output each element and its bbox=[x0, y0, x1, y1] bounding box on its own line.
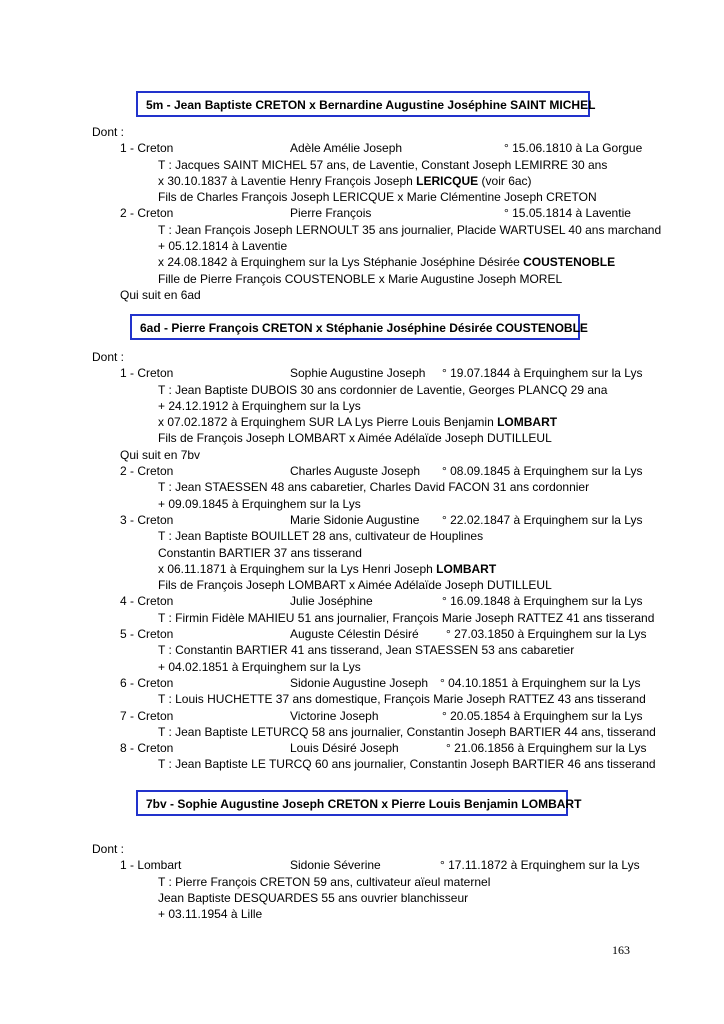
child-number: 8 - Creton bbox=[120, 741, 174, 756]
detail-part: Fils de François Joseph LOMBART x Aimée Adélaïde Joseph DUTILLEUL bbox=[158, 431, 552, 446]
detail-part: T : Jean STAESSEN 48 ans cabaretier, Charles David FACON 31 ans cordonnier bbox=[158, 480, 590, 495]
spouse-surname: COUSTENOBLE bbox=[523, 255, 616, 270]
detail-line bbox=[0, 545, 724, 561]
spouse-surname: LERICQUE bbox=[416, 173, 479, 188]
section-header-6ad: 6ad - Pierre François CRETON x Stéphanie Joséphine Désirée COUSTENOBLE bbox=[130, 314, 580, 340]
detail-text bbox=[158, 479, 589, 495]
detail-line bbox=[0, 642, 724, 658]
detail-part: + 24.12.1912 à Erquinghem sur la Lys bbox=[158, 398, 361, 413]
detail-line bbox=[0, 382, 724, 398]
detail-part: + 03.11.1954 à Lille bbox=[158, 907, 263, 922]
detail-part: T : Jean Baptiste BOUILLET 28 ans, cultivateur de Houplines bbox=[158, 529, 484, 544]
child-entry bbox=[0, 708, 724, 724]
child-number: 1 - Creton bbox=[120, 141, 174, 156]
child-number: 6 - Creton bbox=[120, 675, 174, 690]
child-entry bbox=[0, 205, 724, 221]
detail-text bbox=[158, 430, 552, 446]
section-body-5m bbox=[0, 124, 724, 303]
detail-part: T : Firmin Fidèle MAHIEU 51 ans journalier, François Marie Joseph RATTEZ 41 ans tisserand bbox=[158, 610, 655, 625]
dont-line bbox=[0, 349, 724, 365]
child-number: 1 - Creton bbox=[120, 366, 174, 381]
child-number: 1 - Lombart bbox=[120, 858, 182, 873]
spouse-surname: LOMBART bbox=[497, 415, 558, 430]
child-birth: ° 21.06.1856 à Erquinghem sur la Lys bbox=[446, 741, 647, 756]
dont-line bbox=[0, 841, 724, 857]
detail-part: T : Jacques SAINT MICHEL 57 ans, de Laventie, Constant Joseph LEMIRRE 30 ans bbox=[158, 157, 608, 172]
child-birth: ° 04.10.1851 à Erquinghem sur la Lys bbox=[440, 675, 641, 690]
detail-line bbox=[0, 691, 724, 707]
child-number: 3 - Creton bbox=[120, 512, 174, 527]
spouse-surname: LOMBART bbox=[436, 561, 497, 576]
detail-line bbox=[0, 528, 724, 544]
child-entry bbox=[0, 593, 724, 609]
detail-part: + 05.12.1814 à Laventie bbox=[158, 239, 288, 254]
detail-part: + 04.02.1851 à Erquinghem sur la Lys bbox=[158, 659, 361, 674]
detail-part: Fils de Charles François Joseph LERICQUE x Marie Clémentine Joseph CRETON bbox=[158, 190, 597, 205]
detail-line bbox=[0, 610, 724, 626]
child-birth: ° 20.05.1854 à Erquinghem sur la Lys bbox=[442, 708, 643, 723]
follow-note: Qui suit en 6ad bbox=[120, 287, 201, 302]
detail-text bbox=[158, 659, 361, 675]
detail-part: T : Jean Baptiste LE TURCQ 60 ans journalier, Constantin Joseph BARTIER 46 ans tisserand bbox=[158, 757, 656, 772]
section-body-7bv bbox=[0, 841, 724, 922]
detail-text bbox=[158, 528, 483, 544]
detail-line bbox=[0, 414, 724, 430]
detail-text bbox=[158, 545, 362, 561]
detail-line bbox=[0, 561, 724, 577]
detail-line bbox=[0, 496, 724, 512]
detail-part: Fils de François Joseph LOMBART x Aimée Adélaïde Joseph DUTILLEUL bbox=[158, 578, 552, 593]
detail-text bbox=[158, 724, 656, 740]
detail-line bbox=[0, 173, 724, 189]
detail-text bbox=[158, 906, 262, 922]
child-entry bbox=[0, 740, 724, 756]
follow-line bbox=[0, 287, 724, 303]
detail-part: + 09.09.1845 à Erquinghem sur la Lys bbox=[158, 496, 361, 511]
detail-line bbox=[0, 398, 724, 414]
detail-text bbox=[158, 157, 607, 173]
detail-part: T : Constantin BARTIER 41 ans tisserand, Jean STAESSEN 53 ans cabaretier bbox=[158, 643, 575, 658]
detail-text bbox=[158, 577, 552, 593]
child-birth: ° 17.11.1872 à Erquinghem sur la Lys bbox=[440, 858, 640, 873]
detail-line bbox=[0, 157, 724, 173]
detail-text bbox=[158, 642, 574, 658]
detail-text bbox=[158, 610, 654, 626]
detail-part: Constantin BARTIER 37 ans tisserand bbox=[158, 545, 362, 560]
detail-part: (voir 6ac) bbox=[478, 173, 532, 188]
detail-text bbox=[158, 254, 615, 270]
child-birth: ° 15.06.1810 à La Gorgue bbox=[504, 141, 643, 156]
child-birth: ° 16.09.1848 à Erquinghem sur la Lys bbox=[442, 594, 643, 609]
detail-part: x 24.08.1842 à Erquinghem sur la Lys Stéphanie Joséphine Désirée bbox=[158, 255, 524, 270]
detail-part: T : Pierre François CRETON 59 ans, cultivateur aïeul maternel bbox=[158, 874, 491, 889]
detail-line bbox=[0, 238, 724, 254]
child-given-names: Marie Sidonie Augustine bbox=[290, 512, 420, 527]
detail-part: x 07.02.1872 à Erquinghem SUR LA Lys Pierre Louis Benjamin bbox=[158, 415, 498, 430]
detail-line bbox=[0, 479, 724, 495]
child-entry bbox=[0, 626, 724, 642]
detail-line bbox=[0, 906, 724, 922]
child-birth: ° 15.05.1814 à Laventie bbox=[504, 206, 631, 221]
detail-part: T : Jean Baptiste DUBOIS 30 ans cordonnier de Laventie, Georges PLANCQ 29 ana bbox=[158, 382, 608, 397]
detail-line bbox=[0, 890, 724, 906]
follow-line bbox=[0, 447, 724, 463]
dont-label: Dont : bbox=[92, 350, 125, 364]
section-header-7bv: 7bv - Sophie Augustine Joseph CRETON x Pierre Louis Benjamin LOMBART bbox=[136, 790, 568, 816]
detail-line bbox=[0, 659, 724, 675]
detail-text bbox=[158, 382, 607, 398]
detail-text bbox=[158, 874, 490, 890]
child-entry bbox=[0, 857, 724, 873]
detail-line bbox=[0, 189, 724, 205]
child-number: 7 - Creton bbox=[120, 708, 174, 723]
child-birth: ° 19.07.1844 à Erquinghem sur la Lys bbox=[442, 366, 643, 381]
child-given-names: Adèle Amélie Joseph bbox=[290, 141, 403, 156]
child-number: 2 - Creton bbox=[120, 206, 174, 221]
detail-part: x 30.10.1837 à Laventie Henry François Joseph bbox=[158, 173, 417, 188]
child-entry bbox=[0, 512, 724, 528]
detail-text bbox=[158, 271, 562, 287]
child-number: 5 - Creton bbox=[120, 627, 174, 642]
detail-line bbox=[0, 577, 724, 593]
child-number: 2 - Creton bbox=[120, 464, 174, 479]
follow-note: Qui suit en 7bv bbox=[120, 447, 201, 462]
detail-line bbox=[0, 222, 724, 238]
child-entry bbox=[0, 675, 724, 691]
detail-part: Jean Baptiste DESQUARDES 55 ans ouvrier blanchisseur bbox=[158, 890, 469, 905]
detail-text bbox=[158, 238, 287, 254]
child-given-names: Pierre François bbox=[290, 206, 372, 221]
child-given-names: Julie Joséphine bbox=[290, 594, 373, 609]
child-birth: ° 27.03.1850 à Erquinghem sur la Lys bbox=[446, 627, 647, 642]
child-given-names: Sophie Augustine Joseph bbox=[290, 366, 426, 381]
detail-part: T : Jean François Joseph LERNOULT 35 ans journalier, Placide WARTUSEL 40 ans marchand bbox=[158, 222, 662, 237]
section-body-6ad bbox=[0, 349, 724, 773]
detail-text bbox=[158, 756, 656, 772]
detail-part: T : Jean Baptiste LETURCQ 58 ans journalier, Constantin Joseph BARTIER 44 ans, tisserand bbox=[158, 724, 656, 739]
child-given-names: Charles Auguste Joseph bbox=[290, 464, 421, 479]
detail-text bbox=[158, 561, 496, 577]
detail-text bbox=[158, 398, 361, 414]
child-number: 4 - Creton bbox=[120, 594, 174, 609]
detail-part: Fille de Pierre François COUSTENOBLE x Marie Augustine Joseph MOREL bbox=[158, 271, 563, 286]
detail-text bbox=[158, 890, 468, 906]
detail-text bbox=[158, 414, 557, 430]
detail-text bbox=[158, 189, 597, 205]
child-entry bbox=[0, 463, 724, 479]
page-number: 163 bbox=[612, 943, 630, 957]
detail-part: x 06.11.1871 à Erquinghem sur la Lys Henri Joseph bbox=[158, 561, 437, 576]
dont-label: Dont : bbox=[92, 842, 125, 856]
detail-text bbox=[158, 691, 646, 707]
detail-line bbox=[0, 724, 724, 740]
detail-line bbox=[0, 271, 724, 287]
dont-line bbox=[0, 124, 724, 140]
detail-text bbox=[158, 173, 532, 189]
dont-label: Dont : bbox=[92, 125, 125, 139]
child-entry bbox=[0, 140, 724, 156]
detail-line bbox=[0, 430, 724, 446]
detail-text bbox=[158, 222, 661, 238]
child-given-names: Sidonie Séverine bbox=[290, 858, 381, 873]
child-given-names: Victorine Joseph bbox=[290, 708, 379, 723]
child-given-names: Auguste Célestin Désiré bbox=[290, 627, 419, 642]
detail-part: T : Louis HUCHETTE 37 ans domestique, François Marie Joseph RATTEZ 43 ans tisserand bbox=[158, 692, 646, 707]
detail-text bbox=[158, 496, 361, 512]
child-given-names: Sidonie Augustine Joseph bbox=[290, 675, 429, 690]
detail-line bbox=[0, 254, 724, 270]
child-birth: ° 08.09.1845 à Erquinghem sur la Lys bbox=[442, 464, 643, 479]
child-entry bbox=[0, 365, 724, 381]
detail-line bbox=[0, 756, 724, 772]
section-header-5m: 5m - Jean Baptiste CRETON x Bernardine Augustine Joséphine SAINT MICHEL bbox=[136, 91, 590, 117]
detail-line bbox=[0, 874, 724, 890]
child-given-names: Louis Désiré Joseph bbox=[290, 741, 399, 756]
child-birth: ° 22.02.1847 à Erquinghem sur la Lys bbox=[442, 512, 643, 527]
